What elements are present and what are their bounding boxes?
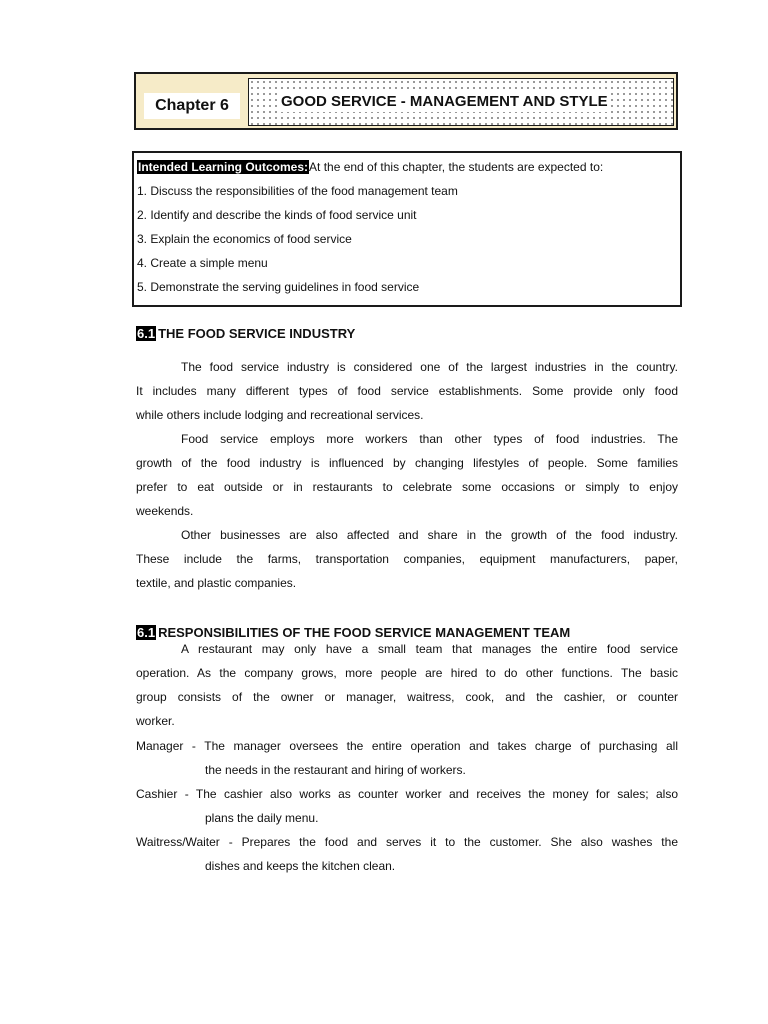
section-number: 6.1 <box>137 326 156 341</box>
outcome-item: 5. Demonstrate the serving guidelines in food service <box>137 280 420 294</box>
outcome-item: 4. Create a simple menu <box>137 256 268 270</box>
paragraph-line: group consists of the owner or manager, waitress, cook, and the cashier, or counter <box>136 690 678 704</box>
paragraph-line: dishes and keeps the kitchen clean. <box>205 859 396 873</box>
outcome-item: 2. Identify and describe the kinds of food service unit <box>137 208 417 222</box>
paragraph-line: It includes many different types of food service establishments. Some provide only food <box>136 384 678 398</box>
chapter-header <box>134 72 678 130</box>
paragraph-line: the needs in the restaurant and hiring of workers. <box>205 763 466 777</box>
paragraph-line: The food service industry is considered one of the largest industries in the country. <box>181 360 678 374</box>
paragraph-line: Food service employs more workers than other types of food industries. The <box>181 432 678 446</box>
paragraph-line: while others include lodging and recreational services. <box>136 408 424 422</box>
outcome-item: 3. Explain the economics of food service <box>137 232 352 246</box>
paragraph-line: growth of the food industry is influenced by changing lifestyles of people. Some families <box>136 456 678 470</box>
outcome-item: 1. Discuss the responsibilities of the food management team <box>137 184 458 198</box>
chapter-title: GOOD SERVICE - MANAGEMENT AND STYLE <box>281 93 608 110</box>
paragraph-line: Manager - The manager oversees the entire operation and takes charge of purchasing all <box>136 739 678 753</box>
outcomes-intro: At the end of this chapter, the students are expected to: <box>309 160 604 174</box>
section-title: THE FOOD SERVICE INDUSTRY <box>158 326 356 341</box>
paragraph-line: prefer to eat outside or in restaurants to celebrate some occasions or simply to enjoy <box>136 480 678 494</box>
paragraph-line: Waitress/Waiter - Prepares the food and serves it to the customer. She also washes the <box>136 835 678 849</box>
paragraph-line: textile, and plastic companies. <box>136 576 297 590</box>
paragraph-line: operation. As the company grows, more people are hired to do other functions. The basic <box>136 666 678 680</box>
paragraph-line: These include the farms, transportation companies, equipment manufacturers, paper, <box>136 552 678 566</box>
paragraph-line: Other businesses are also affected and share in the growth of the food industry. <box>181 528 678 542</box>
section-title: RESPONSIBILITIES OF THE FOOD SERVICE MANAGEMENT TEAM <box>158 625 571 640</box>
learning-outcomes-box <box>132 151 682 307</box>
chapter-label: Chapter 6 <box>144 93 240 119</box>
outcomes-heading: Intended Learning Outcomes: <box>138 160 309 174</box>
paragraph-line: plans the daily menu. <box>205 811 319 825</box>
chapter-title-box <box>248 78 674 126</box>
paragraph-line: Cashier - The cashier also works as counter worker and receives the money for sales; also <box>136 787 678 801</box>
paragraph-line: weekends. <box>136 504 194 518</box>
section-heading-food-service-industry <box>136 325 355 343</box>
paragraph-line: worker. <box>136 714 175 728</box>
paragraph-line: A restaurant may only have a small team that manages the entire food service <box>181 642 678 656</box>
section-number: 6.1 <box>137 625 156 640</box>
outcomes-intro-line <box>137 158 603 176</box>
